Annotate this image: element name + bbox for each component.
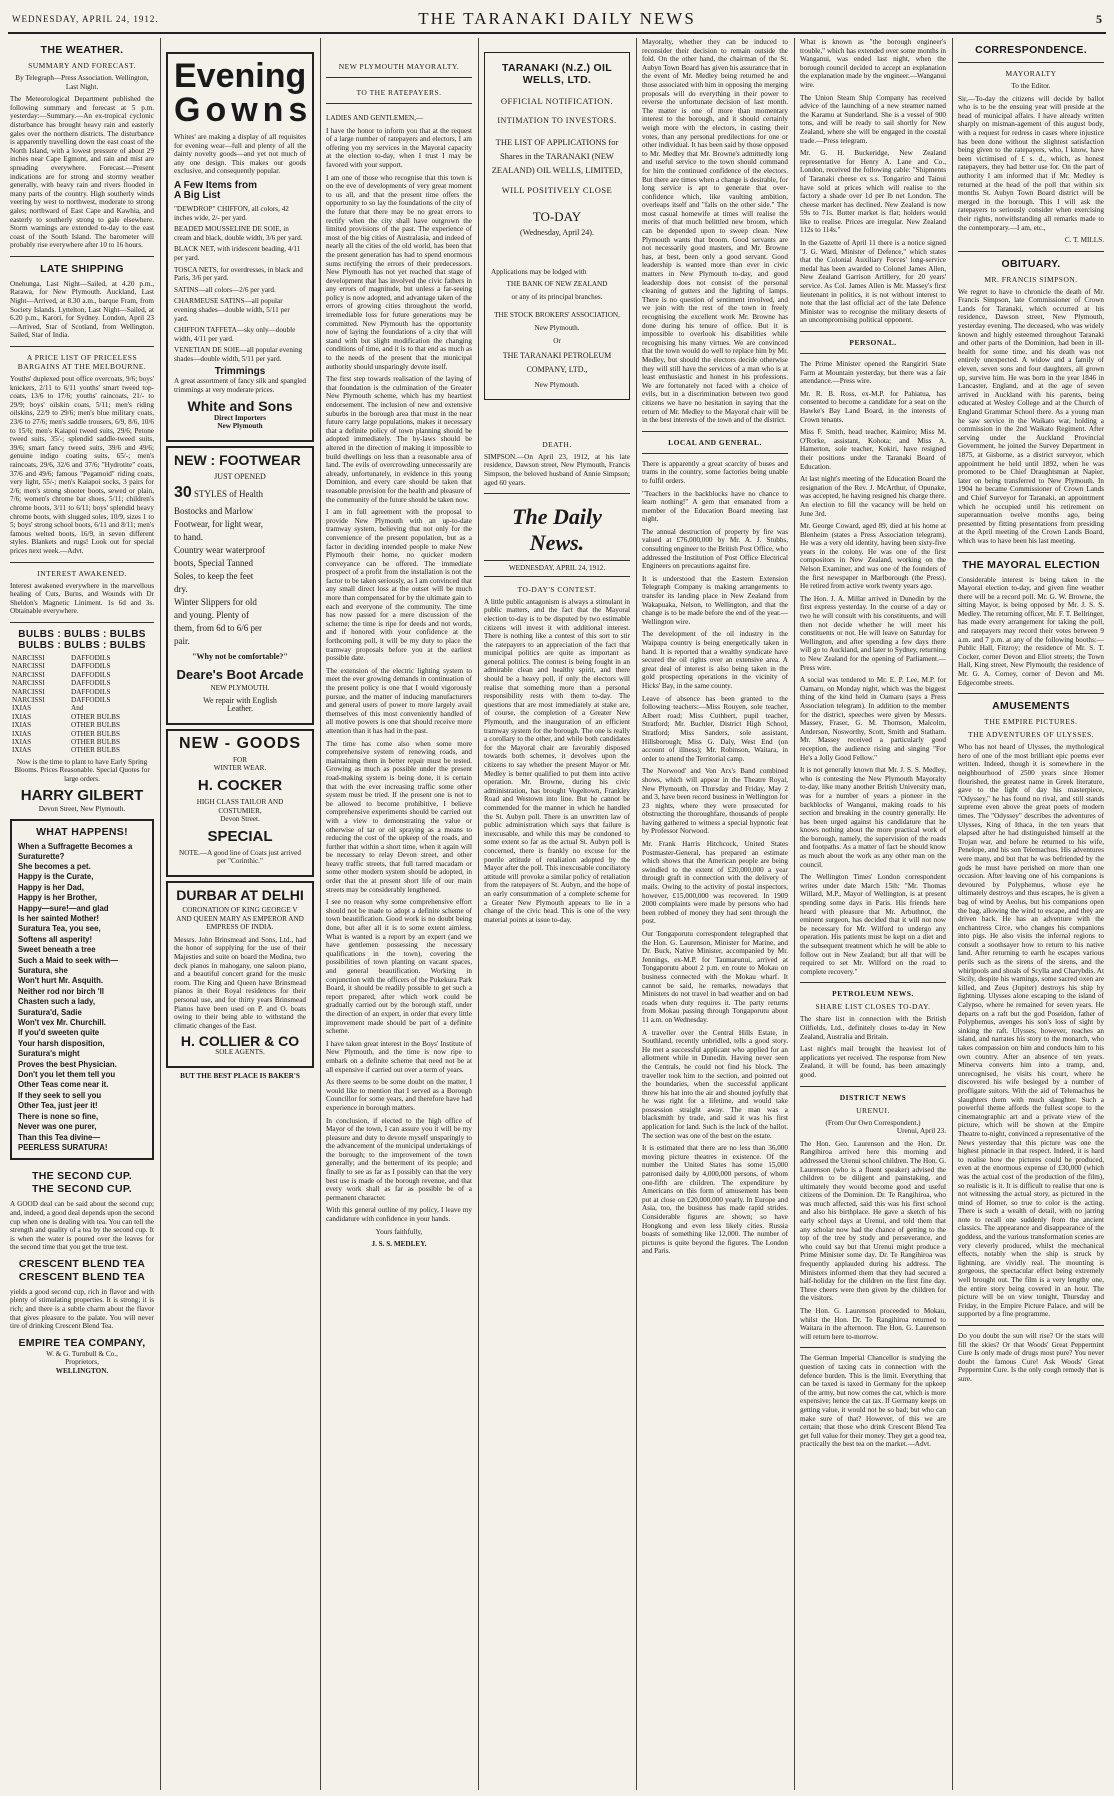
goods-heading: NEW - GOODS: [178, 734, 302, 752]
weather-body: The Meteorological Department published the following summary and forecast at 5 p.m. yesterday:—Summary.—An ex-tropical cyclonic disturbance has brought heavy rain and easterly gales over the northern districts. The disturbance is apparently travelling down the east coast of the North Island, with a lowest pressure of about 29 inches near Cape Egmont, and rain and mist are spreading everywhere. Forecast.—Present indications are for strong and stormy weather generally, with heavy rain and rivers flooded in many parts of the country. High southerly winds veering by west to northwest, moderate to strong gales; northward of East Cape and Kawhia, and easterly to southerly strong to gale elsewhere. Storm warnings are extended to-day to the east coast of the South Island. The barometer will probably rise everywhere after 10 to 16 hours.: [10, 95, 154, 250]
personal-item: Miss F. Smith, head teacher, Kaimiro; Miss M. O'Rorke, assistant, Kohota; and Miss A. Hamerton, sole teacher, Kokiri, have resigned their positions under the Taranaki Board of Education.: [800, 428, 946, 471]
local-heading: LOCAL AND GENERAL.: [668, 437, 762, 447]
mayoralty-paragraph: With this general outline of my policy, I leave my candidature with confidence in your hands.: [326, 1206, 472, 1224]
poem-line: If you'd sweeten quite: [18, 1028, 100, 1038]
cup-body: A GOOD deal can be said about the second cup; and, indeed, a good deal depends upon the second cup when one is dealing with tea. You can tell the strength and quality of a tea by the second cup. It is when the water is poured over the leaves for the second time that you get the true test.: [10, 1200, 154, 1252]
mayoralty-sign-1: Yours faithfully,: [375, 1227, 423, 1236]
bulbs-note: Now is the time to plant to have Early Spring Blooms. Prices Reasonable. Special Quotes for large orders.: [14, 757, 150, 783]
goods-special: SPECIAL: [207, 827, 273, 845]
local-item: The development of the oil industry in the Waipapa country is being energetically taken in hand. It is reported that a wealthy syndicate have secured the oil rights over an extensive area. A great deal of interest is also being taken in the gold prospecting operations in the vicinity of Hicks' Bay, in the same county.: [642, 630, 788, 690]
local-item: Our Tongaporutu correspondent telegraphed that the Hon. G. Laurenson, Minister for Marine, and Dr. Buck, Native Minister, accompanied by Mr. Jennings, ex-M.P. for Taumarunui, arrived at Tongaporutu about 2 p.m. en route to Mokau on business connected with the Mokau wharf. It cannot be said, he remarks, nowadays that Ministers do not travel in bad weather and on bad roads when duty requires it. The party returns from Mokau passing through Tongaporutu about 11 a.m. on Wednesday.: [642, 930, 788, 1024]
price-list-heading: A PRICE LIST OF PRICELESS BARGAINS AT THE MELBOURNE.: [17, 353, 147, 372]
poem-line: PEERLESS SURATURA!: [18, 1142, 108, 1152]
bulbs-row: [10, 662, 154, 670]
divider: [958, 552, 1104, 553]
oil-wells-intimation: INTIMATION TO INVESTORS.: [497, 116, 617, 125]
paper-nameplate: The Daily News.: [512, 504, 602, 556]
empire-tea-line-4: WELLINGTON.: [55, 1367, 109, 1376]
divider: [958, 62, 1104, 63]
death-body: SIMPSON.—On April 23, 1912, at his late residence, Dawson street, New Plymouth, Francis Simpson, the beloved husband of Annie Simpson; aged 60 years.: [484, 452, 630, 487]
obituary-body: We regret to have to chronicle the death of Mr. Francis Simpson, late Commissioner of Crown Lands for Taranaki, which occurred at his residence, Dawson street, New Plymouth, yesterday evening. The deceased, who was widely known and highly esteemed throughout Taranaki and other parts of the Dominion, had been in ill-health for some time, and his death was not entirely unexpected. A widow and a family of eleven, seven sons and four daughters, all grown up, survive him. He was born in the year 1846 in Lancaster, England, and at the age of seven arrived in Auckland with his parents, being educated at Wesley College and at the Church of England Grammar School there. As a young man he saw service in the Waikato war, holding a commission in the 2nd Waikato Regiment. After serving under the Auckland Provincial Government, he joined the Survey Department in 1875, at Gisborne, as a district surveyor, which appointment he held until 1892, when he was promoted to be Chief Draughtsman at Napier, later on being transferred to New Plymouth. In 1904 he became Commissioner of Crown Lands and Chief Surveyor for Taranaki, an appointment which he occupied until his retirement on superannuation twelve months ago, being presented by fitting presentations from presiding at the April meeting of the Crown Lands Board, which was to have been his last meeting.: [958, 287, 1104, 545]
local-item: "Teachers in the backblocks have no chance to learn nothing!" A gem that emanated from a member of the Education Board meeting last night.: [642, 489, 788, 524]
bulbs-row: [10, 738, 154, 746]
footwear-line: them, from 6d to 6/6 per: [174, 623, 262, 634]
goods-line-3: Devon Street.: [220, 815, 260, 824]
column-3: [326, 38, 472, 1790]
trimmings-head: Trimmings: [214, 366, 266, 378]
poem-line: Sweet beneath a tree: [18, 945, 96, 955]
durbar-heading: DURBAR AT DELHI: [176, 886, 304, 903]
divider: [642, 431, 788, 432]
poem-line: Happy is her Dad,: [18, 882, 84, 892]
mayoralty-salute: LADIES AND GENTLEMEN,—: [326, 114, 424, 122]
poem-line: Happy is her Brother,: [18, 893, 97, 903]
bulbs-address: Devon Street, New Plymouth.: [38, 804, 126, 813]
goods-sub: FOR: [233, 755, 247, 764]
divider: [800, 1086, 946, 1087]
footwear-ad: [166, 446, 314, 725]
gowns-item: "DEWDROP" CHIFFON, all colors, 42 inches wide, 2/- per yard.: [174, 204, 289, 222]
bulbs-cell: OTHER BULBS: [71, 712, 120, 721]
personal-item: The Hon. J. A. Millar arrived in Dunedin by the first express yesterday. In the course of a day or two he will consult with his constituents, and will then not decide whether he will meet his constituents or not. He will leave on Saturday for Wellington, and after spending a few days there will go to Auckland, and later to Sydney, returning to New Zealand for the opening of Parliament.—Press wire.: [800, 594, 946, 672]
gowns-item: VENETIAN DE SOIE—all popular evening shades—double width, 5/11 per yard.: [174, 346, 303, 363]
bulbs-table: [10, 654, 154, 755]
goods-line-1: HIGH CLASS TAILOR AND: [196, 798, 284, 806]
bulbs-cell: DAFFODILS: [71, 662, 111, 671]
bulbs-cell: DAFFODILS: [71, 679, 111, 688]
divider: [10, 622, 154, 623]
personal-item: It is not generally known that Mr. J. S. S. Medley, who is contesting the New Plymouth Mayoralty to-day, like many another British University man, was for a number of years a pioneer in the backblocks of Wanganui, making roads to his section and breaking in the country generally. He has been urged against his candidature that he knows nothing about the more practical work of the borough, namely, the supervision of the roads and footpaths. As a matter of fact he should know as much about the work as any other man on the council.: [800, 766, 946, 869]
personal-item: At last night's meeting of the Education Board the resignation of the Rev. J. McArthur, of Opunake, was accepted, he having resigned his charge there. An election to fill the vacancy will be held on June 3rd.: [800, 475, 946, 518]
poem-line: If they seek to sell you: [18, 1090, 102, 1100]
bulbs-row: [10, 721, 154, 729]
interest-heading: INTEREST AWAKENED.: [37, 568, 127, 578]
footwear-quote: "Why not be comfortable?": [192, 652, 288, 662]
poem-line: Happy is the Curate,: [18, 872, 94, 882]
gowns-item: SATINS—all colors—2/6 per yard.: [174, 285, 276, 294]
goods-line-2: COSTUMIER,: [218, 806, 262, 815]
local-item: It is understood that the Eastern Extension Telegraph Company is making arrangements to transfer its landing place in New Zealand from Wakapuaka, Nelson, to Wellington, and that the change is to be made before the end of the year.—Wellington wire.: [642, 574, 788, 626]
divider: [10, 346, 154, 347]
correspondence-heading: CORRESPONDENCE.: [975, 44, 1087, 56]
personal-item: The Wellington Times' London correspondent writes under date March 15th: "Mr. Thomas Willard, M.P., Mayor of Wellington, is at present spending some days in Paris. His friends here heard with pleasure that Mr. Arbuthnot, the eminent surgeon, has decided that it will not now be necessary for Mr. Wilford to undergo any operation. His patients must be kept on a diet and the subsequent treatment which he will be able to follow out in New Zealand; but all that will be required to set Mr. Wilford on the road to complete recovery.": [800, 873, 946, 976]
cup-heading-2: THE SECOND CUP.: [32, 1183, 132, 1196]
amusements-body: Who has not heard of Ulysses, the mythological hero of one of the most brilliant epic poems ever written. Indeed, though it is somewhere in the neighbourhood of 2500 years since Homer flourished, the greatest name in Greek literature, gave to the light of day his masterpiece, "Odyssey," he has found no rival, and still stands supreme even above the great poets of modern times. The "Odyssey" describes the adventures of Ulysses, King of Ithaca, in the ten years that elapsed after he had distinguished himself at the Trojan war, and before he returned to his wife, Penelope, and his son Telemachus. His adventures were many, and but that he was befriended by the gods he must have perished on more than one occasion. After leaving one of his companions is devoured by Polyphemus, whose eye he ultimately destroys and thus escapes, he is given a bag of wind by Aeolus, but his companions open the bag, allowing the wind to escape, and they are driven back. He has an adventure with the enchantress Circe, who changes his companions into pigs. He also visits the infernal regions to consult a soothsayer how to return to his native land. After returning to earth he escapes various perils such as the sirens of the sirens, and the whirlpools and shoals of Scylla and Charybdis. At Sicily, despite his warnings, some sacred oxen are killed, and Zeus (Jupiter) destroys his ship by lightning. Ulysses alone escaping to the island of Calypso, where he remained for seven years. He departs on a raft but the god Poseidon, father of Polyphemus, avenges his son's loss of sight by sinking the raft. Ulysses, however, reaches an island, and narrates his story to the monarch, who takes compassion on him and conducts him to his own country. After an absence of ten years. Minerva converts him into a tramp, and, unrecognised, he visits his court, where he discovered his wife besieged by a number of profligate suitors. With the aid of Telemachus he slaughters them with much slaughter. Such a powerful theme affords the fullest scope to the cinematographic art and a private view of the picture, which will be shown at the Empire Theatre to-night, convinced a representative of the News yesterday that this picture was one the highest pinnacle in that respect. Indeed, it is hard to realise how the pictures could be produced, even at the enormous expense of £30,000 (which was the actual cost of the production of the film), so realistic is it. It is difficult to realise that one is not witnessing the actual story, as pictured in the mind of Homer, so true to color is the acting. There is such a wealth of detail, with no jarring note to recall one suddenly from the ancient classics. The appearance and disappearance of the goddess, and the various transformation scenes are very cleverly produced, whilst the mechanical effects, notably when the ship is struck by lightning, are vividly real. The mounting is gorgeous, the spectacular effect being extremely well brought out. The film is a very lengthy one, the entire story being covered in an hour. The picture will be on view tonight, Thursday and Friday, in the Empire Picture Palace, and will be supported by a fine programme.: [958, 743, 1104, 1319]
divider: [800, 1347, 946, 1348]
gowns-item: BLACK NET, with iridescent beading, 4/11 per yard.: [174, 245, 301, 262]
editorial-continued: [642, 38, 788, 425]
gowns-title-1: Evening: [174, 57, 307, 95]
petroleum-item: Last night's mail brought the heaviest lot of applications yet received. The response from New Zealand, it will be found, has been amazingly good.: [800, 1045, 946, 1079]
petroleum-item: The share list in connection with the British Oilfields, Ltd., definitely closes to-day in New Zealand, Australia and Britain.: [800, 1015, 946, 1041]
gowns-seller-2: Direct Importers: [214, 413, 266, 422]
empire-tea-company: EMPIRE TEA COMPANY,: [18, 1336, 146, 1349]
petroleum-items: [800, 1015, 946, 1079]
oil-wells-branches: or any of its principal branches.: [511, 292, 603, 301]
footwear-repair-2: Leather.: [227, 704, 253, 714]
poem-line: When a Suffragette Becomes a Suraturette?: [18, 842, 133, 861]
divider: [10, 256, 154, 257]
column-rule: [320, 38, 321, 1790]
divider: [800, 353, 946, 354]
gowns-items-head: A Few Items from: [174, 179, 257, 191]
district-heading: DISTRICT NEWS: [839, 1092, 907, 1102]
evening-gowns-ad: [166, 52, 314, 442]
local-items: [642, 460, 788, 1256]
bulbs-row: [10, 688, 154, 696]
divider: [484, 493, 630, 494]
bulbs-row: [10, 696, 154, 704]
column-5: [642, 38, 788, 1790]
happens-poem: [18, 842, 146, 1152]
poem-line: Other Teas come near it.: [18, 1080, 109, 1090]
bulbs-cell: NARCISSI: [12, 679, 45, 688]
footwear-store: Deare's Boot Arcade: [176, 667, 304, 683]
bulbs-cell: NARCISSI: [12, 662, 45, 671]
news-item: In the Gazette of April 11 there is a notice signed "J. G. Ward, Minister of Defence," which states that the Colonial Auxiliary Forces' long-service medal has been awarded to Colonel James Allen, New Zealand Garrison Artillery, for 20 years' service. As Col. James Allen is Mr. Massey's first lieutenant in politics, it is not without interest to note that the last official act of the late Defence Minister was to recognise the military deserts of an uncompromising political opponent.: [800, 239, 946, 325]
suratura-ad: [10, 819, 154, 1160]
footwear-line: Bostocks and Marlow: [174, 506, 253, 517]
masthead: [8, 6, 1106, 34]
durbar-body: Messrs. John Brinsmead and Sons, Ltd., had the honor of supplying for the use of their Majesties and suite on board the Medina, two deck pianos in mahogany, one saloon piano, and a beautiful concert grand for the music room. The King and Queen have Brinsmead pianos in their Royal residences for their personal use, and for thirty years Brinsmead Pianos have been used on P. and O. boats owing to their being able to withstand the climatic changes of the East.: [174, 935, 306, 1030]
weather-dateline: By Telegraph—Press Association. Wellington, Last Night.: [15, 74, 149, 91]
local-item: It is estimated that there are no less than 36,000 moving picture theatres in existence. Of the number the United States has some 15,000 patronised daily by 4,000,000 persons, of whom one-fifth are children. The expenditure by Americans on this form of amusement has been put at close on £20,000,000 yearly. In Europe and Asia, too, the business has made rapid strides. Considerable figures are shown; so have Hongkong and even less likely cities. Russia boasts of something like 12,000. The number of pictures is quite beyond the figures. The London and Paris.: [642, 1144, 788, 1256]
poem-line: Is her sainted Mother!: [18, 913, 100, 923]
mayoralty-sign-2: J. S. S. MEDLEY.: [371, 1240, 427, 1249]
oil-wells-assoc: THE STOCK BROKERS' ASSOCIATION,: [494, 311, 620, 320]
footwear-line: pair.: [174, 636, 190, 647]
poem-line: Other Tea, just jeer it!: [18, 1101, 98, 1111]
poem-line: She becomes a pet.: [18, 861, 91, 871]
column-7: [958, 38, 1104, 1790]
shipping-heading: LATE SHIPPING: [40, 262, 124, 275]
district-sub: URENUI.: [856, 1105, 890, 1115]
local-item: A traveller over the Central Hills Estate, in Southland, recently unbridled, tells a good story. He met a successful applicant who applied for an allotment while in Dunedin. Having never seen the Centrals, he could not find his block. The traveller took him to the section, and pointed out the boundaries, when the successful applicant threw his hat into the air and shouted joyfully that he was right for a lifetime, and would take possession straight away. The man was a blacksmith by trade, and said it was his first application for land. Such is the luck of the ballot. The section was one of the best on the estate.: [642, 1028, 788, 1140]
divider: [958, 251, 1104, 252]
oil-wells-company: THE TARANAKI PETROLEUM COMPANY, LTD.,: [502, 351, 612, 375]
correspondence-body: Sir,—To-day the citizens will decide by ballot who is to be the ensuing year will preside at the head of municipal affairs. I have already written sharply on misman-agement of this august body, with a request for redress in cases where injustice has been done without the slightest satisfaction being given to the ratepayers, who, I know, have been victimised of £ s. d., which, as honest ratepayers, they had better use for. On the part of authority I am informed that if Mr. Medley is returned at the head of the poll that within six months St. Aubyn Town Board district will be merged in the borough. This I will ask the ratepayers to seriously consider when exercising their rights, notwithstanding all remarks made to the contemporary.—I am, etc.,: [958, 94, 1104, 232]
column-4: [484, 38, 630, 1790]
bulbs-cell: OTHER BULBS: [71, 721, 120, 730]
divider: [958, 1325, 1104, 1326]
bulbs-cell: And: [71, 704, 84, 713]
footwear-line: dry.: [174, 584, 188, 595]
oil-wells-close: WILL POSITIVELY CLOSE: [501, 185, 613, 195]
footwear-lead-rest: STYLES of Health: [194, 489, 264, 500]
gowns-item: TOSCA NETS, for overdresses, in black and Paris, 3/6 per yard.: [174, 265, 303, 283]
goods-seller: H. COCKER: [197, 777, 283, 794]
poem-line: Happy—sure!—and glad: [18, 903, 109, 913]
weather-sub: SUMMARY AND FORECAST.: [28, 61, 136, 70]
column-rule: [952, 38, 953, 1790]
durbar-sub: CORONATION OF KING GEORGE V AND QUEEN MARY AS EMPEROR AND EMPRESS OF INDIA.: [176, 905, 304, 932]
interest-body: Interest awakened everywhere in the marvellous healing of Cuts, Burns, and Wounds with Dr Sheldon's Magnetic Liniment. 1s 6d and 3s. Obtainable everywhere.: [10, 581, 154, 616]
poem-line: Softens all asperity!: [18, 934, 93, 944]
peppermint-cure: Do you doubt the sun will rise? Or the stars will fill the skies? Or that Woods' Great Peppermint Cure Is only made of drugs most pure? You never doubt the famous Cure! Ask Woods' Great Peppermint Cure. Is the only cough remedy that is sure.: [958, 1332, 1104, 1383]
bulbs-row: [10, 704, 154, 712]
divider: [326, 103, 472, 104]
trimmings-body: A great assortment of fancy silk and spangled trimmings at very moderate prices.: [174, 377, 306, 395]
gowns-item-list: [174, 205, 306, 364]
bulbs-cell: DAFFODILS: [71, 653, 111, 662]
amusements-sub-2: THE ADVENTURES OF ULYSSES.: [967, 730, 1094, 740]
column-rule: [160, 38, 161, 1790]
oil-wells-np2: New Plymouth.: [534, 381, 580, 390]
petroleum-sub: SHARE LIST CLOSES TO-DAY.: [815, 1002, 931, 1012]
masthead-title: THE TARANAKI DAILY NEWS: [418, 9, 696, 28]
mayoralty-paragraph: I am in full agreement with the proposal to provide New Plymouth with an up-to-date tramway system, believing that not only for the convenience of the present population, but as a factor in deciding intended people to make New Plymouth their home, no quicker modern conveyance can be offered. The immediate prospect of a profit from the installation is not the factor to be taken seriously, as I am convinced that any small direct loss at the outset will be much more than compensated for by the ultimate gain to each and everyone of the community. The time has now passed for a mere discussion of the scheme; the time is ripe for deeds and not words, and if honored with your confidence at the forthcoming poll, it will be my duty to place the tramway proposals before you at the earliest possible date.: [326, 508, 472, 663]
oil-wells-notice-head: OFFICIAL NOTIFICATION.: [500, 96, 614, 106]
goods-sub-2: WINTER WEAR.: [213, 764, 267, 773]
bulbs-cell: IXIAS: [12, 729, 32, 738]
local-item: Mr. Frank Harris Hitchcock, United States Postmaster-General, has prepared an estimate which shows that the American people are being swindled to the extent of £20,000,000 a year through graft in connection with the delivery of mails. Owing to the activity of postal inspectors, however, £15,000,000 was recovered. In 1909 2000 complaints were made by persons who had been robbed of money they had sent through the post.: [642, 840, 788, 926]
personal-item: The Prime Minister opened the Rangiriri State Farm at Mountain yesterday, but there was a fair attendance.—Press wire.: [800, 360, 946, 386]
mayoral-election-body: Considerable interest is being taken in the Mayoral election to-day, and given fine weather there will be a record poll. Mr. G. W. Browne, the sitting Mayor, is being opposed by Mr. J. S. S. Medley. The returning officer, Mr. F. T. Bellringer, has made every arrangement for taking the poll, and ratepayers may record their votes between 9 a.m. and 7 p.m. at any of the following booths:—Public Hall, Fitzroy; the residence of Mr. S. T. Cocker, corner Devon and Eliot streets; the Town Hall, King street, New Plymouth; the residence of Mr. G. A. Corney, corner of Devon and Mt. Edgecombe streets.: [958, 575, 1104, 687]
empire-tea-line-3: Proprietors,: [65, 1358, 99, 1367]
district-from: (From Our Own Correspondent.): [825, 1118, 921, 1127]
bulbs-seller: HARRY GILBERT: [20, 786, 144, 804]
bulbs-cell: NARCISSI: [12, 653, 45, 662]
footwear-sub: JUST OPENED: [214, 471, 266, 481]
divider: [10, 562, 154, 563]
divider: [800, 982, 946, 983]
happens-heading: WHAT HAPPENS!: [36, 826, 128, 839]
district-item: The Hon. G. Laurenson proceeded to Mokau, whilst the Hon. Dr. Te Rangihiroa returned to Waitara in the afternoon. The Hon. G. Laurenson will return here to-morrow.: [800, 1307, 946, 1341]
bulbs-cell: IXIAS: [12, 712, 32, 721]
news-item: The Union Steam Ship Company has received advice of the launching of a new steamer named the Karamu at Sunderland. She is a vessel of 900 tons, and will be ready to sail shortly for New Zealand, where she will be engaged in the coastal trade.—Press telegram.: [800, 93, 946, 145]
correspondence-sign: C. T. MILLS.: [1064, 236, 1104, 245]
bulbs-cell: IXIAS: [12, 704, 32, 713]
district-item: The Hon. Geo. Laurenson and the Hon. Dr. Rangihiroa arrived here this morning and addressed the Urenui school children. The Hon. G. Laurenson (who is a fluent speaker) advised the children to be diligent and painstaking, and ultimately they would become good and useful citizens of the Dominion. Dr. Te Rangihiroa, who was much affected, said this was his first school and also his birthplace. He gave a sketch of his early school days at Urenui, and told them that any scholar now had the chance of getting to the top of the tree by study and perseverance, and who could say but that Urenui might produce a Prime Minister some day. Dr. Te Rangihiroa was frequently applauded during his address. The Ministers informed them that they had secured a half-holiday for the children on the first fine day. Three cheers were then given by the children for the visitors.: [800, 1139, 946, 1303]
column-2: [166, 38, 314, 1790]
footwear-line: Country wear waterproof: [174, 545, 265, 556]
divider: [800, 331, 946, 332]
editorial-paragraph: Mayoralty, whether they can be induced to reconsider their decision to remain outside the fold. On the other hand, the chairman of the St. Aubyn Town Board has given his assurance that in the event of Mr. Medley being returned he and those associated with him in opposing the merging proposals will do everything in their power to reverse the unfortunate decision of last month. The matter is one of more than momentary interest to the borough, and it should certainly weigh more with the electors, in casting their votes, than any personal predilections for one or other individual. It has been said by those opposed to Mr. Medley that Mr. Browne's admittedly long and useful service to the town should command for him the continued confidence of the electors. But there are times when a change is desirable, for long service is apt to generate that over-confidence which, like vaulting ambition, overleaps itself and "falls on the other side." The most casual homewife at times will realise the merits of that much belittled new broom, which can be depended upon to sweep clean. New Plymouth wants that broom. Good servants are not necessarily good masters, and Mr. Browne has, at best, been only a good servant. Good leadership is wanted more than ever in civic matters in New Plymouth to-day, and good leadership does not consist of the personal cleaning of gutters and the lighting of lamps. There is no question of sentiment involved, and we join with the rest of the town in freely recognising the excellent work Mr. Browne has done during his tenure of office. But it is impossible to overlook his disabilities while recognising his many virtues. We are convinced that the town would do well to replace him by Mr. Medley, but should the electors decide otherwise they will still have the services of a man who is at least enthusiastic and honest in his professions. We are fortunately not faced with a choice of evils, but in a discrimination between two good citizens we have no hesitation in saying that the return of Mr. Medley to the Mayoral chair will be in the best interests of the town and of the district.: [642, 38, 788, 425]
poem-line: Neither rod nor birch 'll: [18, 986, 104, 996]
bulbs-row: [10, 654, 154, 662]
german-cat-tax: The German Imperial Chancellor is studying the question of taxing cats in connection with the defence burden. This is the limit. Everything that can be taxed is taxed in Germany for the upkeep of the army, but now comes the cat, which is more expensive; hence the cat tax. If Germany keeps on getting value, it would not be so bad; but who can make sure of that? However, of this we are certain; that those who drink Crescent Blend Tea get full value for their money. They get a good tea, practically the best tea on the market.—Advt.: [800, 1354, 946, 1449]
bulbs-cell: IXIAS: [12, 737, 32, 746]
poem-line: Suratura Tea, you see,: [18, 924, 101, 934]
footwear-line: Footwear, for light wear,: [174, 519, 264, 530]
footwear-line: Winter Slippers for old: [174, 597, 257, 608]
gowns-seller: White and Sons: [187, 397, 293, 414]
footwear-line: Soles, to keep the feet: [174, 571, 254, 582]
mayoralty-paragraph: The first step towards realisation of the laying of that foundation is the culmination of the Greater New Plymouth scheme, which has my heartiest endorsement. The inclusion of new and extensive suburbs in the borough area that must in the near future carry large populations, makes it necessary that a definite policy of town planning should be adopted immediately. The by-laws should be altered in the direction of making it impossible to build dwellings on less than a reasonable area of land. The evils of overcrowding unnecessarily are already, unfortunately, in evidence in this young Dominion, and every care should be taken that reasonable provision for the health and pleasure of the community of the future should be taken now.: [326, 375, 472, 504]
district-items: [800, 1140, 946, 1342]
bulbs-heading: BULBS : BULBS : BULBS: [18, 628, 146, 640]
poem-line: Proves the best Physician.: [18, 1059, 117, 1069]
bulbs-row: [10, 679, 154, 687]
mayoralty-paragraph: The time has come also when some more comprehensive system of renewing roads, and maintaining them in better repair must be tested. Growing as much as possible under the present road-making system is being done, it is certain that with the ever increasing traffic some other system must be tried. If the present one is not to be allowed to become prohibitive, I believe comprehensive experiments should be carried out with a view to demonstrating the value or otherwise of tar or oil spraying as a means to reducing the cost of the upkeep of the roads, and further that within a short time, when it again will be necessary to relay Devon street, and other heavy traffic streets, that full tarred macadam or some other modern system should be adopted, in order that the at present short life of our main streets may be considerably lengthened.: [326, 739, 472, 894]
column-rule: [478, 38, 479, 1790]
poem-line: Than this Tea divine—: [18, 1132, 101, 1142]
bulbs-cell: DAFFODILS: [71, 670, 111, 679]
bulbs-cell: DAFFODILS: [71, 687, 111, 696]
mayoralty-letter: [326, 127, 472, 1224]
crescent-heading: CRESCENT BLEND TEA: [18, 1257, 146, 1270]
ratepayers-sub: TO THE RATEPAYERS.: [356, 88, 442, 97]
durbar-sole: SOLE AGENTS.: [215, 1048, 265, 1057]
bulbs-row: [10, 730, 154, 738]
bulbs-cell: NARCISSI: [12, 687, 45, 696]
footwear-line: and young. Plenty of: [174, 610, 249, 621]
footwear-repair: We repair with English: [203, 695, 277, 705]
divider: [642, 453, 788, 454]
column-rule: [794, 38, 795, 1790]
cup-heading: THE SECOND CUP.: [32, 1170, 132, 1183]
poem-line: Suratura's might: [18, 1049, 80, 1059]
footwear-line: boots, Special Tanned: [174, 558, 253, 569]
district-date: Urenui, April 23.: [896, 1127, 946, 1136]
oil-wells-today: TO-DAY: [532, 209, 582, 224]
footwear-heading: NEW : FOOTWEAR: [174, 451, 301, 468]
gowns-item: BEADED MOUSSELINE DE SOIE, in cream and black, double width, 3/6 per yard.: [174, 225, 303, 242]
amusements-sub: THE EMPIRE PICTURES.: [984, 717, 1078, 727]
bulbs-cell: OTHER BULBS: [71, 746, 120, 755]
bulbs-cell: NARCISSI: [12, 670, 45, 679]
oil-wells-or: Or: [553, 336, 561, 345]
column-rule: [636, 38, 637, 1790]
correspondence-sub: MAYORALTY: [1005, 69, 1057, 78]
oil-wells-date: (Wednesday, April 24).: [520, 228, 594, 237]
bulbs-cell: OTHER BULBS: [71, 729, 120, 738]
mayoral-election-heading: THE MAYORAL ELECTION: [962, 558, 1100, 571]
divider: [958, 693, 1104, 694]
local-item: The annual destruction of property by fire was valued at £76,000,000 by Mr. A. J. Stubbs, consulting engineer to the British Post Office, who addressed the Institution of Post Office Electrical Engineers on precautions against fire.: [642, 527, 788, 571]
shipping-body: Onehunga, Last Night—Sailed, at 4.20 p.m., Rarawa, for New Plymouth. Auckland, Last Night—Arrived, at 8.30 a.m., barque Fram, from Society Islands. Lyttelton, Last Night—Sailed, at 6.20 p.m., Karori, for Sydney. London, April 23—Arrived, Star of Scotland, from Wellington. Sailed, Star of India.: [10, 279, 154, 340]
column-6: [800, 38, 946, 1790]
masthead-date: WEDNESDAY, APRIL 24, 1912.: [12, 14, 159, 24]
poem-line: Won't vex Mr. Churchill.: [18, 1018, 106, 1028]
footwear-line: to hand.: [174, 532, 203, 543]
poem-line: Suratura, she: [18, 966, 68, 975]
bulbs-cell: IXIAS: [12, 746, 32, 755]
page-number: 5: [1096, 12, 1102, 26]
local-item: Leave of absence has been granted to the following teachers:—Miss Rouyen, sole teacher, Albert road; Miss Cuthbert, pupil teacher, Stratford; Mr. Buchler, District High School, Stratford; Miss Sanders, sole assistant, Hillsborough; Miss G. Daly, West End (on account of illness); Mr. Robinson, Waitara, in order to attend the Territorial camp.: [642, 694, 788, 763]
durbar-ad: [166, 881, 314, 1068]
paper-date: WEDNESDAY, APRIL 24, 1912.: [508, 564, 606, 573]
oil-wells-heading: TARANAKI (N.Z.) OIL WELLS, LTD.: [502, 62, 612, 86]
correspondence-to: To the Editor.: [1011, 82, 1051, 90]
personal-heading: PERSONAL.: [849, 338, 897, 347]
price-list-body: Youths' duplexed pout office overcoats, 9/6; boys' knickers, 2/11 to 6/11 youths' smart tweed top-coats, 13/6 to 17/6; youths' raincoats, 21/- to 29/9; boys' oilskin coats, 5/11; men's riding oilskins, 22/9 to 29/6; men's blue military coats, 23/6 to 27/6; men's saddle trousers, 6/9, 8/6, 10/6 to 15/6; men's Kaiapoi tweed suits, 29/6; Petone tweed suits, 35/-; splendid saddle-tweed suits, 39/6; smart fancy tweed suits, 39/6 and 49/6; genuine indigo coating suits, 65/-; men's raincoats, 29/6, 32/6 and 37/6; "Hydrotite" coats, 37/6 and 49/6; famous "Pegamoid" riding coats, very light, 55/-; men's Kaiapoi socks, 3 pairs for 2/6; men's strong shooter boots, sewed or plain, 7/6; women's chrome bar shoes, 5/11; children's chrome boots, 3/11 to 6/11; boys' splendid heavy chrome boots, with slugged soles, 10/9, sizes 1 to 5; boys' strong school boots, 6/11 and 8/11; men's famous welted boots, 16/9, in seven different styles. Blankets and rugs! Look out for special prices next week.—Advt.: [10, 375, 154, 555]
gowns-seller-3: New Plymouth: [217, 422, 263, 431]
mayoralty-paragraph: I see no reason why some comprehensive effort should not be made to adopt a definite scheme of town beautification. Good work is no doubt being done, but after all it is to some extent aimless. What is wanted is a report by an expert (and we have gentlemen possessing the necessary qualifications in the town), covering the possibilities of town planting on vacant spaces, and general beautification. Working in conjunction with the officers of the Pukekura Park Board, it should be readily possible to get such a report prepared, after which work could be gradually carried out by the borough staff, under the direction of an expert, in order that every little improvement made should be part of a definite scheme.: [326, 898, 472, 1036]
bulbs-cell: DAFFODILS: [71, 695, 111, 704]
gowns-body: Whites' are making a display of all requisites for evening wear—full and plenty of all the dainty novelty goods—and yet not much of any one design. This makes our goods exclusive, and consequently popular.: [174, 133, 306, 176]
gowns-items-head-2: A Big List: [174, 189, 221, 201]
goods-note: NOTE.—A good line of Coats just arrived per "Corinthic.": [179, 848, 301, 866]
news-item: Mr. G. H. Buckeridge, New Zealand representative for Henry A. Lane and Co., London, received the following cable: "Shipments of Taranaki cheese ex s.s. Tongariro and Tainui have sold at prices which will realise to the factory a shade over 1d per lb net London. The cheese market has declined. New Zealand is now 59s to 71s. Butter market is flat; holders would like to realise. Prices are irregular. New Zealand 112s to 114s.": [800, 149, 946, 235]
oil-wells-bank: THE BANK OF NEW ZEALAND: [506, 280, 608, 289]
bulbs-row: [10, 671, 154, 679]
oil-wells-lodged: Applications may be lodged with: [491, 267, 587, 276]
obituary-heading: OBITUARY.: [1001, 257, 1061, 270]
mayoralty-paragraph: I am one of those who recognise that this town is on the eve of developments of very great moment to us all, and that the present time offers the opportunity to so lay the foundations of the city of the future that there may be no great errors to rectify when the city shall have outgrown the limited provisions of the past. The experience of most of the big cities of Australasia, and indeed of nearly all the cities of the old world, has been that the present generation has had to spend enormous sums rectifying the errors of their predecessors. New Plymouth has not yet reached that stage of development that has involved the civic fathers in any errors of magnitude, but unless a far-seeing policy is now adopted, and advantage taken of the errors of growing cities throughout the world, irremediable loss for future generations may be committed. New Plymouth has the opportunity now of laying the foundations of a city that will stand with but slight modification the changing conditions of time, and it is to that end as much as to the needs of the present that the municipal authority should unsparingly devote itself.: [326, 173, 472, 371]
bakers-line: BUT THE BEST PLACE IS BAKER'S: [180, 1071, 300, 1080]
poem-line: There is none so fine,: [18, 1111, 99, 1121]
gowns-item: CHIFFON TAFFETA—sky only—double width, 4/11 per yard.: [174, 326, 296, 343]
poem-line: Chasten such a lady,: [18, 997, 95, 1007]
oil-wells-list: THE LIST OF APPLICATIONS for Shares in the TARANAKI (NEW ZEALAND) OIL WELLS, LIMITED,: [491, 137, 623, 175]
mayoralty-heading: NEW PLYMOUTH MAYORALTY.: [338, 62, 460, 71]
durbar-seller: H. COLLIER & CO: [180, 1033, 300, 1050]
news-item: What is known as "the borough engineer's trouble," which has extended over some months in Wanganui, was ended last night, when the borough council decided to accept an explanation the explanation made by the engineer.—Wanganui wire.: [800, 38, 946, 89]
mayoralty-paragraph: As there seems to be some doubt on the matter, I would like to mention that I served as a Borough Councillor for some years, and therefore have had experience in borough matters.: [326, 1078, 472, 1112]
crescent-heading-2: CRESCENT BLEND TEA: [18, 1270, 146, 1283]
local-item: There is apparently a great scarcity of buses and trams in the country, some factories being unable to fulfil orders.: [642, 459, 788, 485]
mayoralty-paragraph: I have the honor to inform you that at the request of a large number of ratepayers and electors, I am offering you my services in the Mayoral capacity at the election to-day, when I trust I may be favored with your support.: [326, 126, 472, 169]
bulbs-row: [10, 713, 154, 721]
new-goods-ad: [166, 729, 314, 877]
poem-line: Such a Maid to seek with—: [18, 955, 119, 965]
death-heading: DEATH.: [542, 439, 572, 449]
divider: [326, 77, 472, 78]
footwear-lead: 30: [174, 484, 192, 502]
column-1: [10, 38, 154, 1790]
personal-item: Mr. George Coward, aged 89, died at his home at Blenheim (states a Press Association telegram). He was a very old identity, having been sixty-five years in the colony. He was one of the first compositors in New Zealand, working on the Nelson Examiner, and was one of the founders of the first newspaper in Marlborough (the Press). He retired from active work twenty years ago.: [800, 522, 946, 591]
bulbs-cell: IXIAS: [12, 721, 32, 730]
poem-line: Don't you let them tell you: [18, 1070, 116, 1080]
mayoralty-paragraph: The extension of the electric lighting system to meet the ever growing demands in continuation of the present policy is one that I would vigorously pursue, and the matter of inducing manufacturers and general users of power to more largely avail themselves of this most conveniently handled of all motive powers is one that should receive more attention than it has had in the past.: [326, 666, 472, 735]
contest-heading: TO-DAY'S CONTEST.: [517, 584, 597, 594]
weather-heading: THE WEATHER.: [40, 44, 124, 56]
footwear-lines: [174, 505, 306, 648]
poem-line: Won't hurt Mr. Asquith.: [18, 976, 104, 986]
bulbs-cell: NARCISSI: [12, 695, 45, 704]
oil-wells-notice: [484, 52, 630, 400]
footwear-store-2: NEW PLYMOUTH.: [210, 684, 270, 693]
crescent-body: yields a good second cup, rich in flavor and with plenty of stimulating properties. It is strong; it is rich; and there is a subtle charm about the flavor that gives pleasure to the palate. You will never tire of drinking Crescent Blend Tea.: [10, 1287, 154, 1331]
personal-item: A social was tendered to Mr. E. P. Lee, M.P. for Oamaru, on Monday night, which was the biggest thing of the kind held in Oamaru (says a Press Association telegram). In addition to the member for the district, speeches were given by Messrs. Massey, Fraser, G. M. Thomson, Malcolm, Anderson, Nosworthy, Scott, Smith and Statham. Mr. Massey received a particularly good reception, the audience rising and singing "For He's a Jolly Good Fellow.": [800, 676, 946, 762]
oil-wells-np1: New Plymouth.: [534, 323, 580, 332]
empire-tea-line-2: W. & G. Turnbull & Co.,: [46, 1349, 118, 1358]
news-items: [800, 38, 946, 325]
divider: [484, 576, 630, 577]
gowns-title-2: Gowns: [174, 91, 313, 129]
personal-items: [800, 360, 946, 976]
poem-line: Suratura'd, Sadie: [18, 1007, 82, 1017]
mayoralty-paragraph: In conclusion, if elected to the high office of Mayor of the town, I can assure you it will be my pleasure and duty to devote myself unsparingly to the advancement of the municipal undertakings of the borough; to the improvement of the town generally; and the betterment of its people; and finally to see as far as I possibly can that the very best use is made of the borough revenue, and that every work shall as far as possible be of a permanent character.: [326, 1116, 472, 1202]
gowns-item: CHARMEUSE SATINS—all popular evening shades—double width, 5/11 per yard.: [174, 297, 290, 323]
local-item: The Norwood' and Von Arx's Band combined shows, which will appear in the Theatre Royal, New Plymouth, on Thursday and Friday, May 2 and 3, have been record business in Wellington for 23 nights, where they were prosecuted for obstructing the thoroughfare, thousands of people having gathered to witness a special hypnotic feat by Professor Norwood.: [642, 767, 788, 836]
divider: [484, 560, 630, 561]
bulbs-cell: OTHER BULBS: [71, 737, 120, 746]
bulbs-row: [10, 746, 154, 754]
bulbs-heading-2: BULBS : BULBS : BULBS: [18, 639, 146, 651]
contest-body: A little public antagonism is always a stimulant in public matters, and the fact that the Mayoral election to-day is to be disputed by two estimable citizens will invest it with additional interest. There is nothing like a contest of this sort to stir the ratepayers to an appreciation of the fact that municipal politics are quite as important as general politics. The contest is being fought in an admirable clean and healthy spirit, and there should be a heavy poll, if only the electors will realise that something more than a personal responsibility rests with them to-day. The questions that are most immediately at stake are, of course, the completion of a Greater New Plymouth, and the inauguration of an efficient tramway system for the borough. The one is really a corollary to the other, and while both candidates for the Mayoral chair are favorably disposed towards both schemes, it devolves upon the citizens to say whether the present Mayor or Mr. Medley is better qualified to put them into active operation. Mr. Browne, during his civic administration, has brought Vogeltown, Frankley Road and Westown into line. But he cannot be commended for the manner in which he handled the St. Aubyn poll. There is an unwritten law of public administration which says that failure is inexcusable, and while this may be condoned to some extent so far as the actual St. Aubyn poll is concerned, there is frankly no excuse for the puerile attitude of retaliation adopted by the Mayor after the poll. This inexcusable conciliatory attitude will provoke a similar policy of retaliation from the ratepayers of St. Aubyn, and the hope of an early consummation of a complete scheme for a Greater New Plymouth appears to lie in a change of the civic head. This is one of the very material points at issue to-day.: [484, 597, 630, 924]
poem-line: Your harsh disposition,: [18, 1038, 105, 1048]
poem-line: Never was one purer,: [18, 1122, 97, 1132]
amusements-heading: AMUSEMENTS: [992, 700, 1070, 713]
personal-item: Mr. R. B. Ross, ex-M.P. for Pahiatua, has consented to become a candidate for a seat on the Hawke's Bay Land Board, in the interests of Crown tenants.: [800, 389, 946, 424]
petroleum-heading: PETROLEUM NEWS.: [832, 989, 914, 999]
mayoralty-paragraph: I have taken great interest in the Boys' Institute of New Plymouth, and the time is now ripe to embark on a definite scheme that need not be at all expensive if carried out over a term of years.: [326, 1039, 472, 1074]
obituary-sub: MR. FRANCIS SIMPSON.: [984, 274, 1078, 284]
